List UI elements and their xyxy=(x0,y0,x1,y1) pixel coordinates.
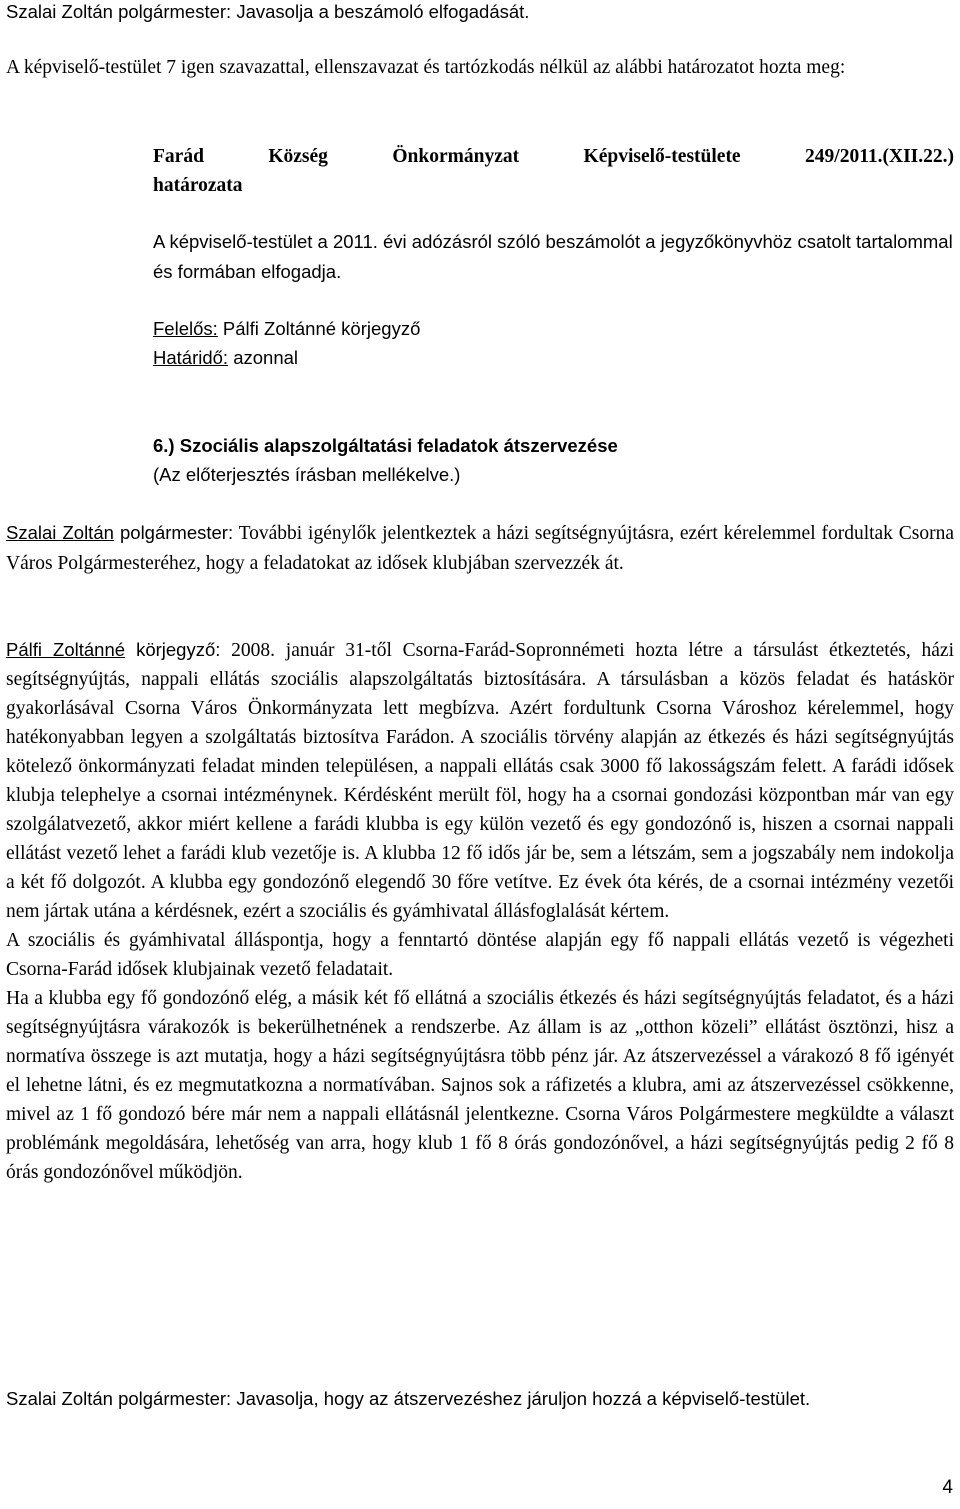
responsible-label: Felelős: xyxy=(153,318,218,339)
closing-paragraph xyxy=(6,1384,954,1413)
deadline-value: azonnal xyxy=(228,347,299,368)
speech-palfi-block xyxy=(6,635,954,1187)
resolution-title-line1: Farád Község Önkormányzat Képviselő-testülete 249/2011.(XII.22.) xyxy=(153,146,954,167)
agenda-subtitle: (Az előterjesztés írásban mellékelve.) xyxy=(153,464,461,485)
speech1-role: polgármester: xyxy=(113,522,234,543)
intro-speaker: Szalai Zoltán polgármester: xyxy=(6,1,232,22)
speech2-text: 2008. január 31-től Csorna-Farád-Sopronnémeti hozta létre a társulást étkeztetés, házi segítségnyújtás, nappali ellátás szociális alapszolgáltatás biztosítására. A társulásban a közös feladat és hatáskör gyakorlásával Csorna Város Önkormányzata lett megbízva. Azért fordultunk Csorna Városhoz kérelemmel, hogy hatékonyabban legyen a szolgáltatás biztosítva Farádon. A szociális törvény alapján az étkezés és házi segítségnyújtás kötelező önkormányzati feladat minden településen, a nappali ellátás csak 3000 fő lakosságszám felett. A farádi idősek klubja telephelye a csornai intézménynek. Kérdésként merült föl, hogy ha a csornai gondozási központban már van egy szolgálatvezető, akkor miért kellene a farádi klubba is egy külön vezető és egy gondozónő is, hiszen a csornai nappali ellátást vezető lehet a farádi klub vezetője is. A klubba 12 fő idős jár be, sem a létszám, sem a jogszabály nem indokolja a két fő dolgozót. A klubba egy gondozónő elegendő 30 főre vetítve. Ez évek óta kérés, de a csornai intézmény vezetői nem jártak utána a kérdésnek, ezért a szociális és gyámhivatal állásfoglalását kértem. xyxy=(6,640,955,922)
page-number: 4 xyxy=(942,1477,953,1498)
resolution-body: A képviselő-testület a 2011. évi adózásról szóló beszámolót a jegyzőkönyvhöz csatolt tartalommal és formában elfogadja. xyxy=(153,231,953,282)
speech-szalai xyxy=(6,518,954,578)
deadline-label: Határidő: xyxy=(153,347,229,368)
responsible-value: Pálfi Zoltánné körjegyző xyxy=(217,318,421,339)
closing-text: Javasolja, hogy az átszervezéshez járuljon hozzá a képviselő-testület. xyxy=(231,1388,811,1409)
resolution-title-line2: határozata xyxy=(153,175,243,196)
speech2-speaker: Pálfi Zoltánné xyxy=(6,639,126,660)
closing-speaker: Szalai Zoltán polgármester: xyxy=(6,1388,232,1409)
speech1-text: További igénylők jelentkeztek a házi segítségnyújtásra, ezért kérelemmel fordultak Csorna Város Polgármesteréhez, hogy a feladatokat az idősek klubjában szervezzék át. xyxy=(6,523,954,574)
resolution-deadline xyxy=(153,343,954,372)
agenda-title-text: Szociális alapszolgáltatási feladatok átszervezése xyxy=(174,435,618,456)
vote-paragraph: A képviselő-testület 7 igen szavazattal, ellenszavazat és tartózkodás nélkül az alábbi határozatot hozta meg: xyxy=(6,57,846,78)
speech2-role: körjegyző: xyxy=(125,639,221,660)
speech2-paragraph xyxy=(6,635,954,926)
resolution-block xyxy=(153,142,954,200)
agenda-title xyxy=(153,431,954,460)
intro-text: Javasolja a beszámoló elfogadását. xyxy=(231,1,530,22)
agenda-number: 6.) xyxy=(153,435,175,456)
speech2-paragraph-3: Ha a klubba egy fő gondozónő elég, a másik két fő ellátná a szociális étkezés és házi segítségnyújtás feladatot, és a házi segítségnyújtásra várakozók is bekerülhetnének a rendszerbe. Az állam is az „otthon közeli” ellátást ösztönzi, hisz a normatíva összege is azt mutatja, hogy a házi segítségnyújtásra több pénz jár. Az átszervezéssel a várakozó 8 fő igényét el lehetne látni, és ez megmutatkozna a normatívában. Sajnos sok a ráfizetés a klubra, ami az átszervezéssel csökkenne, mivel az 1 fő gondozó bére már nem a nappali ellátásnál jelentkezne. Csorna Város Polgármestere megküldte a választ problémánk megoldására, lehetőség van arra, hogy klub 1 fő 8 órás gondozónővel, a házi segítségnyújtás pedig 2 fő 8 órás gondozónővel működjön. xyxy=(6,988,954,1183)
intro-line xyxy=(6,0,954,26)
speech1-speaker: Szalai Zoltán xyxy=(6,522,114,543)
speech2-paragraph-2: A szociális és gyámhivatal álláspontja, hogy a fenntartó döntése alapján egy fő nappali ellátás vezető is végezheti Csorna-Farád idősek klubjainak vezető feladatait. xyxy=(6,930,954,980)
resolution-responsible xyxy=(153,314,954,343)
